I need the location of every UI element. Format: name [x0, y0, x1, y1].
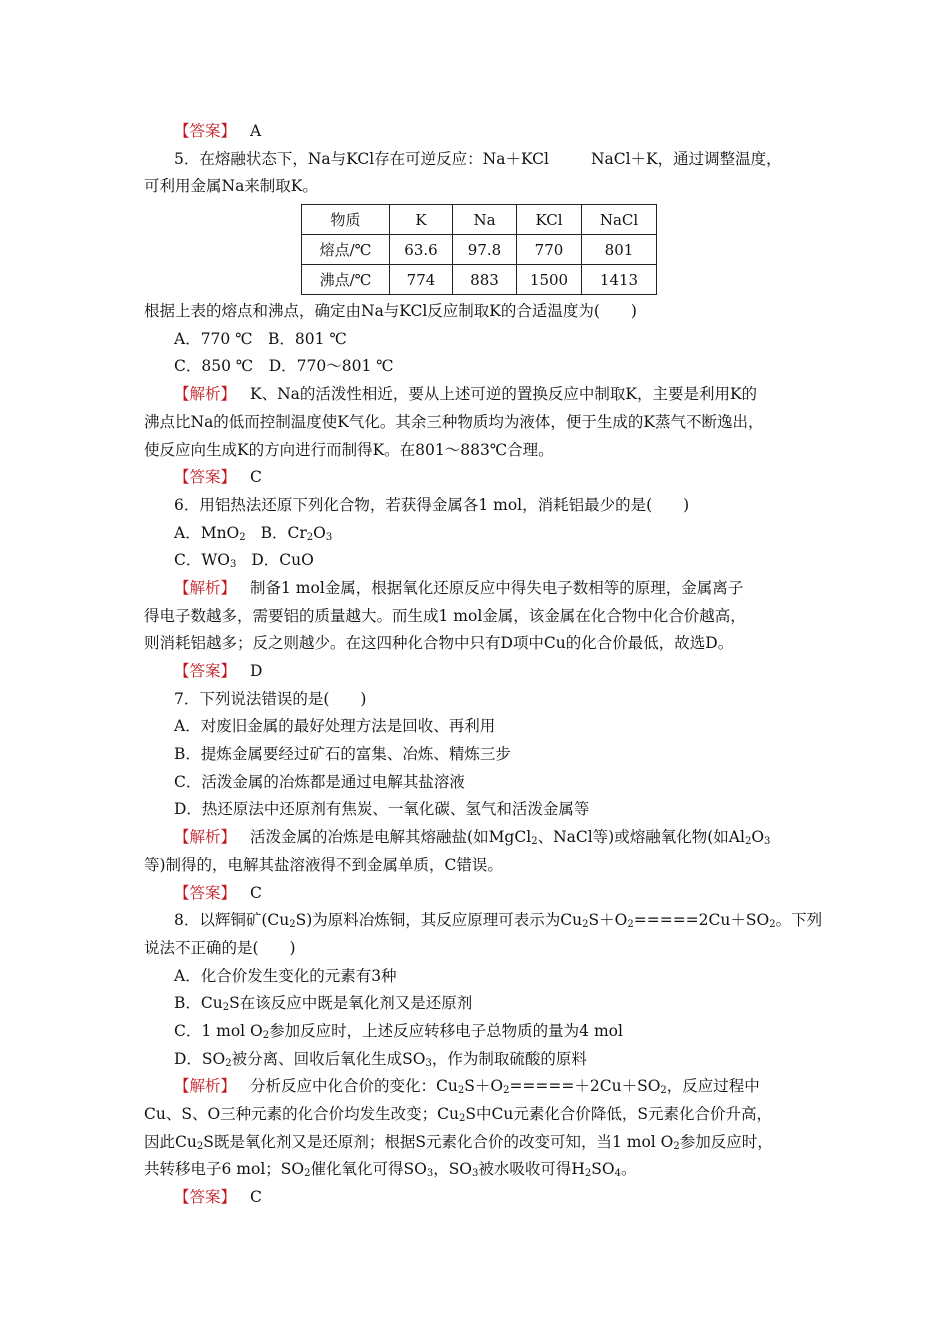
q8-analysis-line-3 [144, 1129, 809, 1157]
stem-text: =====2Cu＋SO [633, 911, 770, 930]
table-cell: NaCl [582, 205, 657, 235]
table-cell: 801 [582, 235, 657, 265]
q7-option-d: D．热还原法中还原剂有焦炭、一氧化碳、氢气和活泼金属等 [174, 800, 590, 819]
stem-text: 8．以辉铜矿(Cu [174, 911, 290, 930]
analysis-text: 活泼金属的冶炼是电解其熔融盐(如MgCl [250, 828, 532, 847]
subscript: 2 [289, 919, 296, 931]
option-text: S在该反应中既是氧化剂又是还原剂 [229, 994, 473, 1013]
subscript: 2 [503, 1085, 510, 1097]
answer-tag: 【答案】 [174, 468, 237, 487]
analysis-text: K、Na的活泼性相近，要从上述可逆的置换反应中制取K，主要是利用K的 [250, 385, 758, 404]
q4-answer-line [144, 118, 809, 146]
table-row [302, 235, 657, 265]
subscript: 2 [196, 1140, 204, 1152]
analysis-text: Cu、S、O三种元素的化合价均发生改变；Cu [144, 1105, 460, 1123]
document-body [144, 118, 823, 1212]
option-d: D．CuO [251, 551, 314, 570]
q5-options-ab: A．770 ℃ B．801 ℃ [174, 329, 347, 348]
q7-option-b: B．提炼金属要经过矿石的富集、冶炼、精炼三步 [174, 745, 511, 764]
analysis-text: S中Cu元素化合价降低，S元素化合价升高， [465, 1105, 772, 1123]
analysis-text: =====＋2Cu＋SO [509, 1077, 661, 1096]
subscript: 2 [531, 836, 538, 848]
q8-stem-line-1 [144, 907, 823, 935]
analysis-tag: 【解析】 [174, 828, 237, 847]
q8-option-a: A．化合价发生变化的元素有3种 [174, 966, 397, 985]
table-cell: Na [453, 205, 517, 235]
option-text: ，作为制取硫酸的原料 [431, 1049, 587, 1068]
analysis-text: 。 [621, 1160, 637, 1179]
table-cell: 1500 [517, 265, 582, 295]
analysis-text: 、NaCl等)或熔融氧化物(如Al [537, 828, 745, 847]
option-c: C．WO [174, 551, 230, 570]
q8-option-d [144, 1046, 809, 1074]
q6-options-ab [144, 520, 809, 548]
option-a: A．MnO [174, 523, 240, 542]
subscript: 2 [744, 836, 752, 848]
option-b-part: O [313, 523, 326, 542]
table-cell: 1413 [582, 265, 657, 295]
q5-analysis-line-3: 使反应向生成K的方向进行而制得K。在801～883℃合理。 [144, 440, 554, 459]
subscript: 2 [582, 919, 589, 931]
answer-value: C [250, 468, 262, 487]
table-cell: 774 [390, 265, 453, 295]
analysis-text: 催化氧化可得SO [310, 1160, 427, 1179]
table-cell: 63.6 [390, 235, 453, 265]
analysis-text: O [751, 828, 765, 847]
table-cell: KCl [517, 205, 582, 235]
analysis-tag: 【解析】 [174, 385, 237, 404]
q7-analysis-line-2: 等)制得的，电解其盐溶液得不到金属单质，C错误。 [144, 855, 503, 874]
answer-tag: 【答案】 [174, 1188, 237, 1207]
analysis-text: 被水吸收可得H [478, 1160, 585, 1179]
q6-analysis-line-2: 得电子数越多，需要铝的质量越大。而生成1 mol金属，该金属在化合物中化合价越高， [144, 606, 746, 625]
option-b: B．Cr [260, 523, 307, 542]
q5-question: 根据上表的熔点和沸点，确定由Na与KCl反应制取K的合适温度为( ) [144, 302, 637, 321]
q5-stem-line-1 [144, 146, 809, 174]
subscript: 2 [627, 919, 634, 931]
table-cell: K [390, 205, 453, 235]
option-text: 参加反应时，上述反应转移电子总物质的量为4 mol [269, 1021, 623, 1040]
q6-answer-line [144, 658, 809, 686]
analysis-text: 分析反应中化合价的变化：Cu [250, 1077, 458, 1096]
analysis-text: 制备1 mol金属，根据氧化还原反应中得失电子数相等的原理，金属离子 [250, 578, 744, 597]
q5-analysis-line-2: 沸点比Na的低而控制温度使K气化。其余三种物质均为液体，便于生成的K蒸气不断逸出， [144, 412, 764, 431]
subscript: 2 [660, 1085, 667, 1097]
q7-stem: 7．下列说法错误的是( ) [174, 689, 367, 708]
subscript: 2 [225, 1057, 232, 1069]
analysis-text: S＋O [464, 1077, 504, 1096]
analysis-text: 因此Cu [144, 1132, 197, 1151]
subscript: 2 [239, 531, 246, 543]
analysis-text: ，SO [433, 1160, 473, 1179]
answer-tag: 【答案】 [174, 662, 237, 680]
subscript: 2 [584, 1168, 592, 1180]
q7-analysis-line-1 [144, 824, 809, 852]
option-text: C．1 mol O [174, 1021, 263, 1040]
subscript: 2 [304, 1168, 311, 1180]
subscript: 3 [472, 1168, 479, 1180]
q8-option-b [144, 990, 809, 1018]
subscript: 2 [673, 1140, 680, 1152]
answer-value: A [250, 122, 262, 140]
table-row [302, 265, 657, 295]
q7-option-a: A．对废旧金属的最好处理方法是回收、再利用 [174, 717, 496, 736]
analysis-tag: 【解析】 [174, 578, 237, 597]
q8-stem-line-2: 说法不正确的是( ) [144, 938, 296, 957]
q8-analysis-line-2 [144, 1101, 809, 1129]
answer-tag: 【答案】 [174, 883, 237, 902]
subscript: 3 [764, 836, 771, 848]
table-cell: 770 [517, 235, 582, 265]
q7-answer-line [144, 880, 809, 908]
q8-analysis-line-1 [144, 1073, 809, 1101]
answer-value: C [250, 883, 262, 902]
option-text: B．Cu [174, 994, 223, 1013]
q6-analysis-line-3: 则消耗铝越多；反之则越少。在这四种化合物中只有D项中Cu的化合价最低，故选D。 [144, 634, 734, 653]
option-text: D．SO [174, 1049, 226, 1068]
q5-analysis-line-1 [144, 381, 809, 409]
analysis-text: 参加反应时， [679, 1132, 773, 1151]
analysis-text: S既是氧化剂又是还原剂；根据S元素化合价的改变可知，当1 mol O [203, 1132, 674, 1151]
q8-analysis-line-4 [144, 1156, 809, 1184]
answer-value: D [250, 662, 263, 680]
subscript: 2 [262, 1029, 270, 1041]
q6-stem: 6．用铝热法还原下列化合物，若获得金属各1 mol，消耗铝最少的是( ) [174, 495, 690, 514]
q5-answer-line [144, 464, 809, 492]
analysis-text: ，反应过程中 [666, 1077, 760, 1096]
option-text: 被分离、回收后氧化生成SO [231, 1049, 426, 1068]
stem-text: 。下列 [775, 911, 823, 930]
q6-analysis-line-1 [144, 575, 809, 603]
subscript: 2 [222, 1002, 230, 1014]
table-cell: 物质 [302, 205, 390, 235]
table-header-row [302, 205, 657, 235]
table-cell: 熔点/℃ [302, 235, 390, 265]
q5-stem-text-2: NaCl＋K，通过调整温度， [590, 149, 782, 168]
stem-text: S)为原料冶炼铜，其反应原理可表示为Cu [295, 911, 583, 930]
q8-answer-line [144, 1184, 809, 1212]
analysis-text: 共转移电子6 mol；SO [144, 1160, 305, 1179]
subscript: 2 [306, 531, 314, 543]
stem-text: S＋O [588, 911, 628, 930]
answer-tag: 【答案】 [174, 122, 237, 140]
q8-option-c [144, 1018, 809, 1046]
subscript: 2 [769, 919, 776, 931]
analysis-text: SO [591, 1160, 615, 1179]
subscript: 3 [230, 559, 237, 571]
q5-options-cd: C．850 ℃ D．770～801 ℃ [174, 357, 394, 376]
answer-value: C [250, 1188, 262, 1207]
subscript: 3 [325, 531, 333, 543]
q5-stem-line-2: 可利用金属Na来制取K。 [144, 177, 318, 196]
subscript: 3 [426, 1168, 434, 1180]
q6-options-cd [144, 547, 809, 575]
properties-table [301, 204, 657, 295]
subscript: 4 [614, 1168, 621, 1180]
analysis-tag: 【解析】 [174, 1077, 237, 1096]
table-cell: 沸点/℃ [302, 265, 390, 295]
subscript: 2 [457, 1085, 465, 1097]
q7-option-c: C．活泼金属的冶炼都是通过电解其盐溶液 [174, 772, 465, 791]
q5-stem-text: 5．在熔融状态下，Na与KCl存在可逆反应：Na＋KCl [174, 149, 549, 168]
subscript: 3 [425, 1057, 432, 1069]
table-cell: 883 [453, 265, 517, 295]
table-cell: 97.8 [453, 235, 517, 265]
subscript: 2 [459, 1113, 466, 1124]
